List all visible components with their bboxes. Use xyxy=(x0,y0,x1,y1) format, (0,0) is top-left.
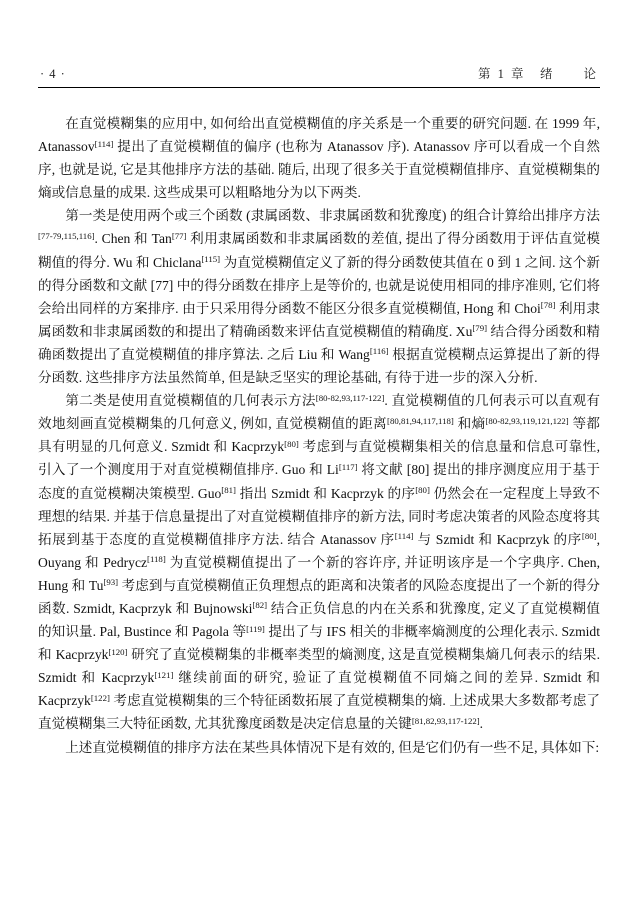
text-run: 为直觉模糊值提出了一个新的容许序, 并证明该序是一个字典序. Chen, Hung 和 Tu xyxy=(38,554,600,593)
citation-superscript: [120] xyxy=(108,646,128,657)
citation-superscript: [78] xyxy=(540,300,556,311)
paragraph xyxy=(38,112,600,204)
text-run: 研究了直觉模糊集的非概率类型的熵测度, 这是直觉模糊集熵几何表示的结果. Szmidt 和 Kacprzyk xyxy=(38,647,601,686)
citation-superscript: [81,82,93,117-122] xyxy=(411,715,480,726)
text-run: 结合得分函数和精确函数提出了直觉模糊值的排序算法. 之后 Liu 和 Wang xyxy=(38,323,600,362)
text-run: 根据直觉模糊点运算提出了新的得分函数. 这些排序方法虽然简单, 但是缺乏坚实的理论基础, 有待于进一步的深入分析. xyxy=(38,346,600,386)
paragraph xyxy=(38,204,600,389)
citation-superscript: [80-82,93,119,121,122] xyxy=(485,415,569,426)
text-run: . Chen 和 Tan xyxy=(94,231,172,247)
text-run: 考虑直觉模糊集的三个特征函数拓展了直觉模糊集的熵. 上述成果大多数都考虑了直觉模糊集三大特征函数, 尤其犹豫度函数是决定信息量的关键 xyxy=(38,693,600,732)
text-run: 在直觉模糊集的应用中, 如何给出直觉模糊值的序关系是一个重要的研究问题. 在 1999 年, Atanassov xyxy=(38,116,600,155)
text-run: 利用隶属函数和非隶属函数的和提出了精确函数来评估直觉模糊值的精确度. Xu xyxy=(38,300,600,339)
text-run: 上述直觉模糊值的排序方法在某些具体情况下是有效的, 但是它们仍有一些不足, 具体如下: xyxy=(65,739,600,755)
text-run: 结合正负信息的内在关系和犹豫度, 定义了直觉模糊值的知识量. Pal, Bustince 和 Pagola 等 xyxy=(38,600,600,640)
text-run: 继续前面的研究, 验证了直觉模糊值不同熵之间的差异. Szmidt 和 Kacprzyk xyxy=(38,670,600,709)
page-header xyxy=(38,64,600,87)
citation-superscript: [118] xyxy=(147,554,166,565)
citation-superscript: [122] xyxy=(90,692,110,703)
header-rule xyxy=(38,87,600,88)
citation-superscript: [80,81,94,117,118] xyxy=(387,415,454,426)
citation-superscript: [80] xyxy=(415,485,430,495)
citation-superscript: [80-82,93,117-122] xyxy=(315,392,385,403)
citation-superscript: [77] xyxy=(171,230,187,241)
citation-superscript: [81] xyxy=(221,485,236,495)
text-run: 提出了直觉模糊值的偏序 (也称为 Atanassov 序). Atanassov 序可以看成一个自然序, 也就是说, 它是其他排序方法的基础. 随后, 出现了很多关于直觉模糊值排序、直觉模糊集的熵或信息量的成果. 这些成果可以粗略地分为以下两类. xyxy=(38,139,600,201)
text-run: 提出了与 IFS 相关的非概率熵测度的公理化表示. Szmidt 和 Kacprzyk xyxy=(38,624,601,663)
text-run: 考虑到与直觉模糊集相关的信息量和信息可靠性, 引入了一个测度用于对直觉模糊值排序. Guo 和 Li xyxy=(38,439,600,478)
text-run: 等都具有明显的几何意义. Szmidt 和 Kacprzyk xyxy=(38,416,601,455)
citation-superscript: [79] xyxy=(472,323,488,334)
paragraph xyxy=(38,389,600,735)
citation-superscript: [80] xyxy=(581,531,597,542)
text-run: 和熵 xyxy=(453,416,486,432)
text-run: 第一类是使用两个或三个函数 (隶属函数、非隶属函数和犹豫度) 的组合计算给出排序方法 xyxy=(65,208,600,224)
citation-superscript: [93] xyxy=(103,577,119,588)
page-body xyxy=(38,112,600,759)
text-run: 仍然会在一定程度上导致不理想的结果. 并基于信息量提出了对直觉模糊值排序的新方法, 同时考虑决策者的风险态度将其拓展到基于态度的直觉模糊值排序方法. 结合 Atanassov 序 xyxy=(38,485,600,547)
chapter-title: 第 1 章 绪 论 xyxy=(477,67,598,81)
text-run: , Ouyang 和 Pedrycz xyxy=(38,531,600,570)
citation-superscript: [114] xyxy=(94,138,114,149)
citation-superscript: [117] xyxy=(338,461,358,472)
citation-superscript: [115] xyxy=(201,254,221,265)
page-number: · 4 · xyxy=(40,67,66,81)
citation-superscript: [119] xyxy=(246,623,265,634)
text-run: . xyxy=(479,716,484,732)
citation-superscript: [116] xyxy=(369,346,389,357)
text-run: 指出 Szmidt 和 Kacprzyk 的序 xyxy=(235,485,416,501)
text-run: . 直觉模糊值的几何表示可以直观有效地刻画直觉模糊集的几何意义, 例如, 直觉模糊值的距离 xyxy=(38,393,601,432)
text-run: 利用隶属函数和非隶属函数的差值, 提出了得分函数用于评估直觉模糊值的得分. Wu 和 Chiclana xyxy=(38,231,600,270)
text-run: 第二类是使用直觉模糊值的几何表示方法 xyxy=(65,393,316,409)
citation-superscript: [121] xyxy=(154,669,174,680)
text-run: 将文献 [80] 提出的排序测度应用于基于态度的直觉模糊决策模型. Guo xyxy=(38,462,600,501)
text-run: 与 Szmidt 和 Kacprzyk 的序 xyxy=(413,531,582,547)
paragraph xyxy=(38,736,600,759)
text-run: 为直觉模糊值定义了新的得分函数使其值在 0 到 1 之间. 这个新的得分函数和文献 [77] 中的得分函数在排序上是等价的, 也就是说使用相同的排序准则, 它们将会给出同样的方案排序. 由于只采用得分函数不能区分很多直觉模糊值, Hong 和 Choi xyxy=(38,254,600,316)
citation-superscript: [77-79,115,116] xyxy=(38,230,95,241)
text-run: 考虑到与直觉模糊值正负理想点的距离和决策者的风险态度提出了一个新的得分函数. Szmidt, Kacprzyk 和 Bujnowski xyxy=(38,577,600,616)
citation-superscript: [82] xyxy=(252,600,268,611)
citation-superscript: [114] xyxy=(394,531,414,542)
citation-superscript: [80] xyxy=(284,438,299,449)
